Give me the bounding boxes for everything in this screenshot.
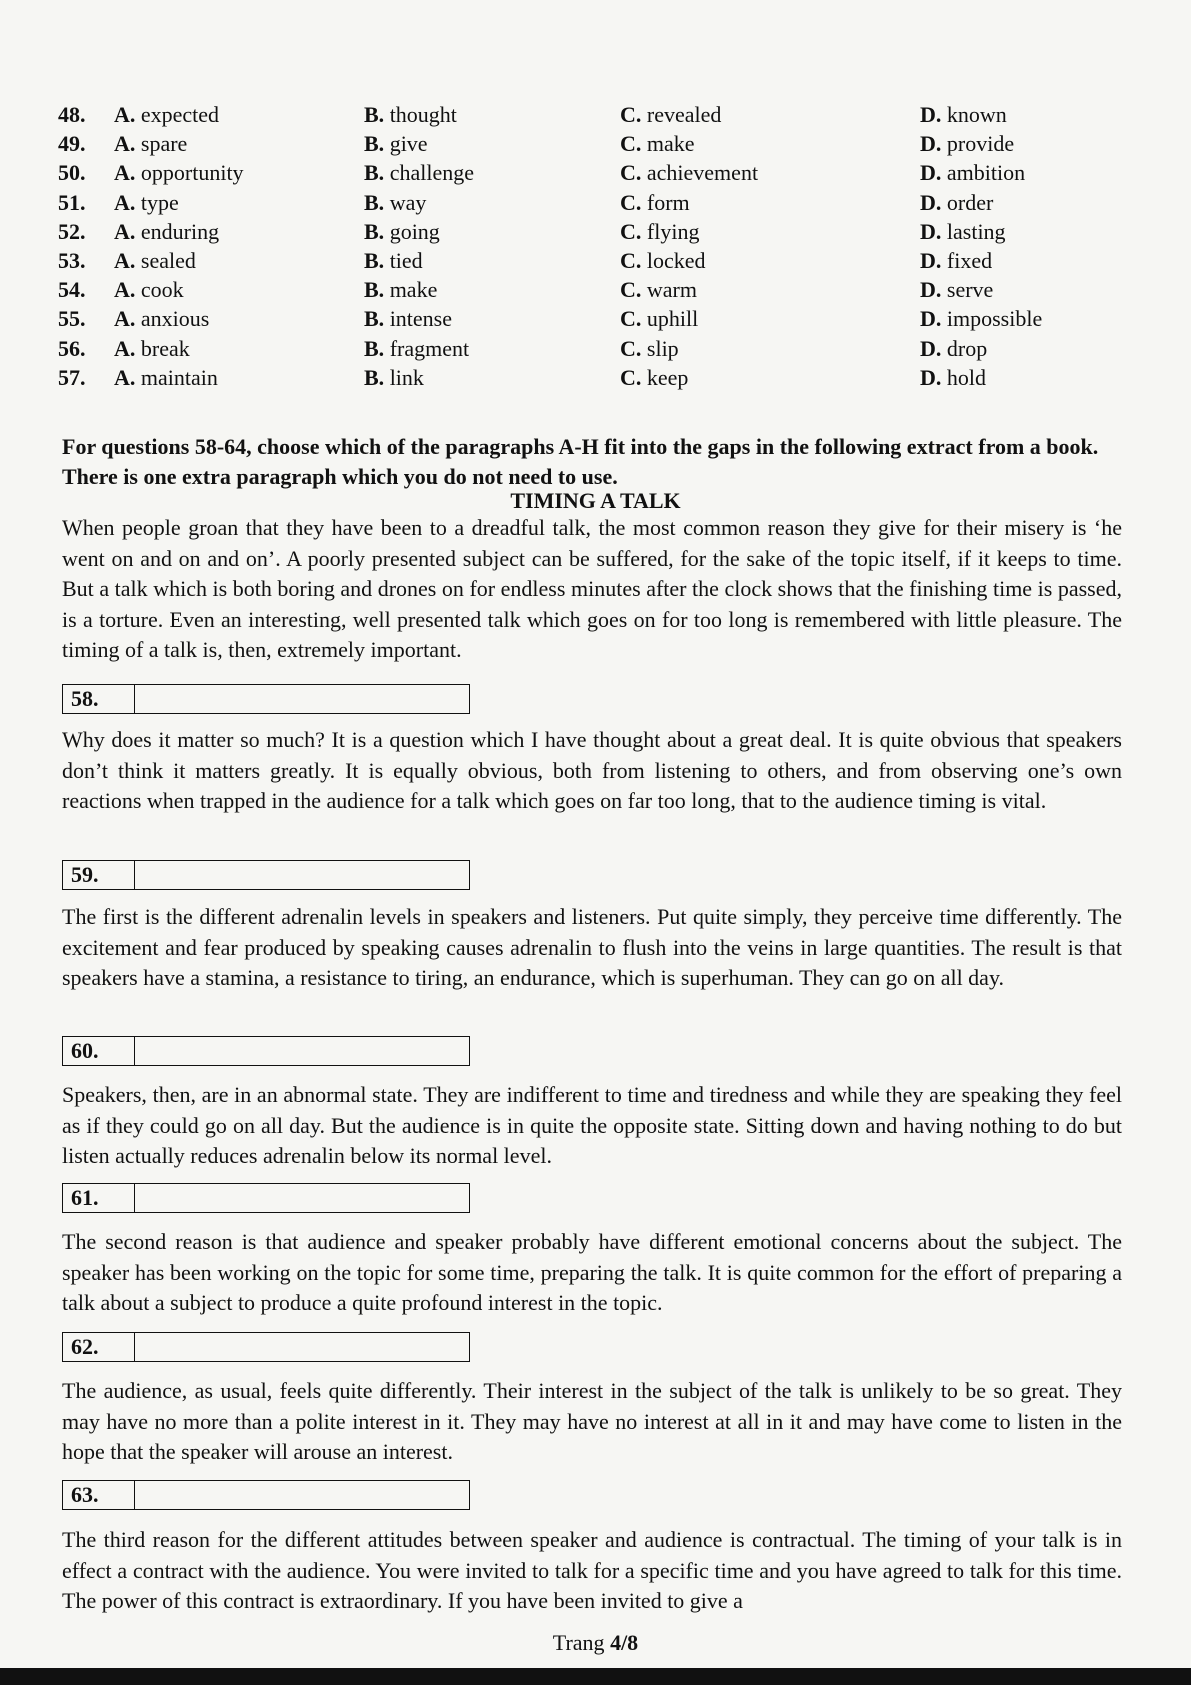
option-word: lasting — [946, 218, 1006, 244]
page-number: 4/8 — [610, 1630, 639, 1655]
option-letter: D. — [920, 218, 942, 244]
option-letter: D. — [920, 248, 942, 274]
option-word: tied — [389, 248, 423, 274]
option-d[interactable] — [920, 275, 1120, 304]
option-word: opportunity — [140, 160, 244, 186]
gap-number: 63. — [63, 1481, 135, 1509]
option-word: serve — [946, 277, 994, 303]
option-letter: D. — [920, 335, 942, 361]
instruction: For questions 58-64, choose which of the paragraphs A-H fit into the gaps in the following extract from a book. There is one extra paragraph which you do not need to use. — [62, 434, 1099, 489]
gap-box-62[interactable] — [62, 1332, 470, 1362]
option-letter: B. — [364, 306, 385, 332]
option-letter: D. — [920, 102, 942, 127]
gap-answer-field[interactable] — [135, 1037, 469, 1065]
option-letter: C. — [620, 277, 642, 303]
option-d[interactable] — [920, 304, 1120, 333]
option-a[interactable] — [114, 217, 364, 246]
option-word: challenge — [389, 160, 474, 186]
gap-box-63[interactable] — [62, 1480, 470, 1510]
option-letter: C. — [620, 131, 642, 157]
option-b[interactable] — [364, 158, 620, 187]
footer-label: Trang — [552, 1630, 605, 1655]
option-word: locked — [646, 248, 706, 274]
option-letter: D. — [920, 364, 942, 390]
gap-box-60[interactable] — [62, 1036, 470, 1066]
option-letter: B. — [364, 218, 385, 244]
option-d[interactable] — [920, 334, 1120, 363]
option-d[interactable] — [920, 363, 1120, 392]
option-a[interactable] — [114, 246, 364, 275]
option-word: uphill — [646, 306, 699, 332]
gap-box-61[interactable] — [62, 1183, 470, 1213]
option-b[interactable] — [364, 188, 620, 217]
option-word: revealed — [646, 102, 722, 127]
option-word: fixed — [946, 248, 993, 274]
option-d[interactable] — [920, 217, 1120, 246]
option-letter: A. — [114, 335, 136, 361]
option-c[interactable] — [620, 304, 920, 333]
gap-answer-field[interactable] — [135, 861, 469, 889]
option-letter: C. — [620, 335, 642, 361]
option-letter: D. — [920, 306, 942, 332]
option-word: link — [389, 364, 424, 390]
option-letter: A. — [114, 364, 136, 390]
paragraph-2: Why does it matter so much? It is a question which I have thought about a great deal. It is quite obvious that speakers don’t think it matters greatly. It is equally obvious, both from listening to others, and from observing one’s own reactions when trapped in the audience for a talk which goes on far too long, that to the audience timing is vital. — [62, 727, 1122, 813]
option-letter: A. — [114, 160, 136, 186]
option-word: flying — [646, 218, 700, 244]
option-letter: A. — [114, 189, 136, 215]
question-number: 53. — [58, 248, 86, 274]
option-row — [58, 275, 1120, 304]
option-word: way — [389, 189, 427, 215]
option-c[interactable] — [620, 158, 920, 187]
option-row — [58, 334, 1120, 363]
option-letter: D. — [920, 277, 942, 303]
paragraph-4: Speakers, then, are in an abnormal state. They are indifferent to time and tiredness and while they are speaking they feel as if they could go on all day. But the audience is in quite the opposite state. Sitting down and having nothing to do but listen actually reduces adrenalin below its normal level. — [62, 1082, 1122, 1168]
option-c[interactable] — [620, 217, 920, 246]
option-b[interactable] — [364, 217, 620, 246]
option-b[interactable] — [364, 246, 620, 275]
option-word: cook — [140, 277, 184, 303]
option-c[interactable] — [620, 275, 920, 304]
option-row — [58, 363, 1120, 392]
option-word: drop — [946, 335, 988, 361]
option-letter: B. — [364, 248, 385, 274]
gap-number: 60. — [63, 1037, 135, 1065]
option-d[interactable] — [920, 100, 1120, 129]
option-word: maintain — [140, 364, 218, 390]
question-number: 52. — [58, 218, 86, 244]
question-number: 50. — [58, 160, 86, 186]
option-row — [58, 217, 1120, 246]
option-b[interactable] — [364, 363, 620, 392]
option-word: break — [140, 335, 190, 361]
question-number: 51. — [58, 189, 86, 215]
option-letter: B. — [364, 335, 385, 361]
paragraph-5: The second reason is that audience and speaker probably have different emotional concerns about the subject. The speaker has been working on the topic for some time, preparing the talk. It is quite common for the effort of preparing a talk about a subject to produce a quite profound interest in the topic. — [62, 1229, 1122, 1315]
option-letter: B. — [364, 102, 385, 127]
option-b[interactable] — [364, 304, 620, 333]
option-letter: C. — [620, 364, 642, 390]
option-row — [58, 246, 1120, 275]
option-letter: C. — [620, 160, 642, 186]
option-row — [58, 188, 1120, 217]
option-letter: D. — [920, 189, 942, 215]
option-letter: C. — [620, 102, 642, 127]
option-d[interactable] — [920, 246, 1120, 275]
option-a[interactable] — [114, 158, 364, 187]
question-number: 56. — [58, 335, 86, 361]
option-a[interactable] — [114, 129, 364, 158]
option-c[interactable] — [620, 129, 920, 158]
option-b[interactable] — [364, 334, 620, 363]
paragraph-6: The audience, as usual, feels quite differently. Their interest in the subject of the talk is unlikely to be so great. They may have no more than a polite interest in it. They may have no interest at all in it and may have come to listen in the hope that the speaker will arouse an interest. — [62, 1378, 1122, 1464]
gap-number: 61. — [63, 1184, 135, 1212]
option-letter: D. — [920, 131, 942, 157]
gap-box-59[interactable] — [62, 860, 470, 890]
option-word: achievement — [646, 160, 759, 186]
option-a[interactable] — [114, 188, 364, 217]
option-c[interactable] — [620, 334, 920, 363]
question-number: 54. — [58, 277, 86, 303]
option-word: make — [389, 277, 438, 303]
option-letter: A. — [114, 131, 136, 157]
option-d[interactable] — [920, 188, 1120, 217]
option-word: keep — [646, 364, 689, 390]
question-number: 57. — [58, 364, 86, 390]
option-row — [58, 304, 1120, 333]
gap-number: 58. — [63, 685, 135, 713]
option-word: make — [646, 131, 695, 157]
options-table — [58, 100, 1120, 392]
option-letter: B. — [364, 364, 385, 390]
option-c[interactable] — [620, 246, 920, 275]
option-d[interactable] — [920, 129, 1120, 158]
option-word: impossible — [946, 306, 1043, 332]
option-letter: B. — [364, 277, 385, 303]
option-row — [58, 100, 1120, 129]
option-letter: A. — [114, 306, 136, 332]
option-word: expected — [140, 102, 220, 127]
option-b[interactable] — [364, 275, 620, 304]
passage-title: TIMING A TALK — [510, 488, 681, 513]
option-word: going — [389, 218, 440, 244]
option-word: slip — [646, 335, 679, 361]
option-b[interactable] — [364, 100, 620, 129]
option-a[interactable] — [114, 275, 364, 304]
option-c[interactable] — [620, 188, 920, 217]
paragraph-7: The third reason for the different attitudes between speaker and audience is contractual. The timing of your talk is in effect a contract with the audience. You were invited to talk for a specific time and you have agreed to talk for this time. The power of this contract is extraordinary. If you have been invited to give a — [62, 1527, 1122, 1613]
option-word: known — [946, 102, 1007, 127]
gap-number: 59. — [63, 861, 135, 889]
option-letter: B. — [364, 189, 385, 215]
question-number: 48. — [58, 102, 86, 127]
option-word: order — [946, 189, 994, 215]
option-c[interactable] — [620, 363, 920, 392]
gap-answer-field[interactable] — [135, 1184, 469, 1212]
option-word: form — [646, 189, 690, 215]
option-letter: A. — [114, 218, 136, 244]
gap-answer-field[interactable] — [135, 1333, 469, 1361]
option-a[interactable] — [114, 100, 364, 129]
gap-answer-field[interactable] — [135, 685, 469, 713]
option-d[interactable] — [920, 158, 1120, 187]
option-letter: C. — [620, 218, 642, 244]
option-word: type — [140, 189, 179, 215]
gap-box-58[interactable] — [62, 684, 470, 714]
question-number: 55. — [58, 306, 86, 332]
option-word: fragment — [389, 335, 470, 361]
gap-answer-field[interactable] — [135, 1481, 469, 1509]
option-letter: A. — [114, 277, 136, 303]
option-row — [58, 158, 1120, 187]
option-a[interactable] — [114, 334, 364, 363]
option-word: provide — [946, 131, 1015, 157]
option-word: hold — [946, 364, 987, 390]
option-word: enduring — [140, 218, 220, 244]
question-number: 49. — [58, 131, 86, 157]
option-word: warm — [646, 277, 697, 303]
option-word: ambition — [946, 160, 1026, 186]
option-word: intense — [389, 306, 453, 332]
option-word: spare — [140, 131, 188, 157]
scan-edge — [0, 1668, 1191, 1685]
option-word: give — [389, 131, 428, 157]
option-a[interactable] — [114, 304, 364, 333]
page-footer — [0, 1630, 1191, 1656]
paragraph-intro: When people groan that they have been to a dreadful talk, the most common reason they give for their misery is ‘he went on and on and on’. A poorly presented subject can be suffered, for the sake of the topic itself, if it keeps to time. But a talk which is both boring and drones on for endless minutes after the clock shows that the finishing time is passed, is a torture. Even an interesting, well presented talk which goes on for too long is remembered with little pleasure. The timing of a talk is, then, extremely important. — [62, 515, 1122, 662]
option-b[interactable] — [364, 129, 620, 158]
option-letter: A. — [114, 102, 136, 127]
paragraph-3: The first is the different adrenalin levels in speakers and listeners. Put quite simply, they perceive time differently. The excitement and fear produced by speaking causes adrenalin to flush into the veins in large quantities. The result is that speakers have a stamina, a resistance to tiring, an endurance, which is superhuman. They can go on all day. — [62, 904, 1122, 990]
option-letter: C. — [620, 306, 642, 332]
option-letter: A. — [114, 248, 136, 274]
option-word: sealed — [140, 248, 196, 274]
option-letter: D. — [920, 160, 942, 186]
option-letter: B. — [364, 131, 385, 157]
option-letter: C. — [620, 248, 642, 274]
option-letter: B. — [364, 160, 385, 186]
option-a[interactable] — [114, 363, 364, 392]
option-word: anxious — [140, 306, 210, 332]
option-word: thought — [389, 102, 457, 127]
option-letter: C. — [620, 189, 642, 215]
gap-number: 62. — [63, 1333, 135, 1361]
option-row — [58, 129, 1120, 158]
option-c[interactable] — [620, 100, 920, 129]
